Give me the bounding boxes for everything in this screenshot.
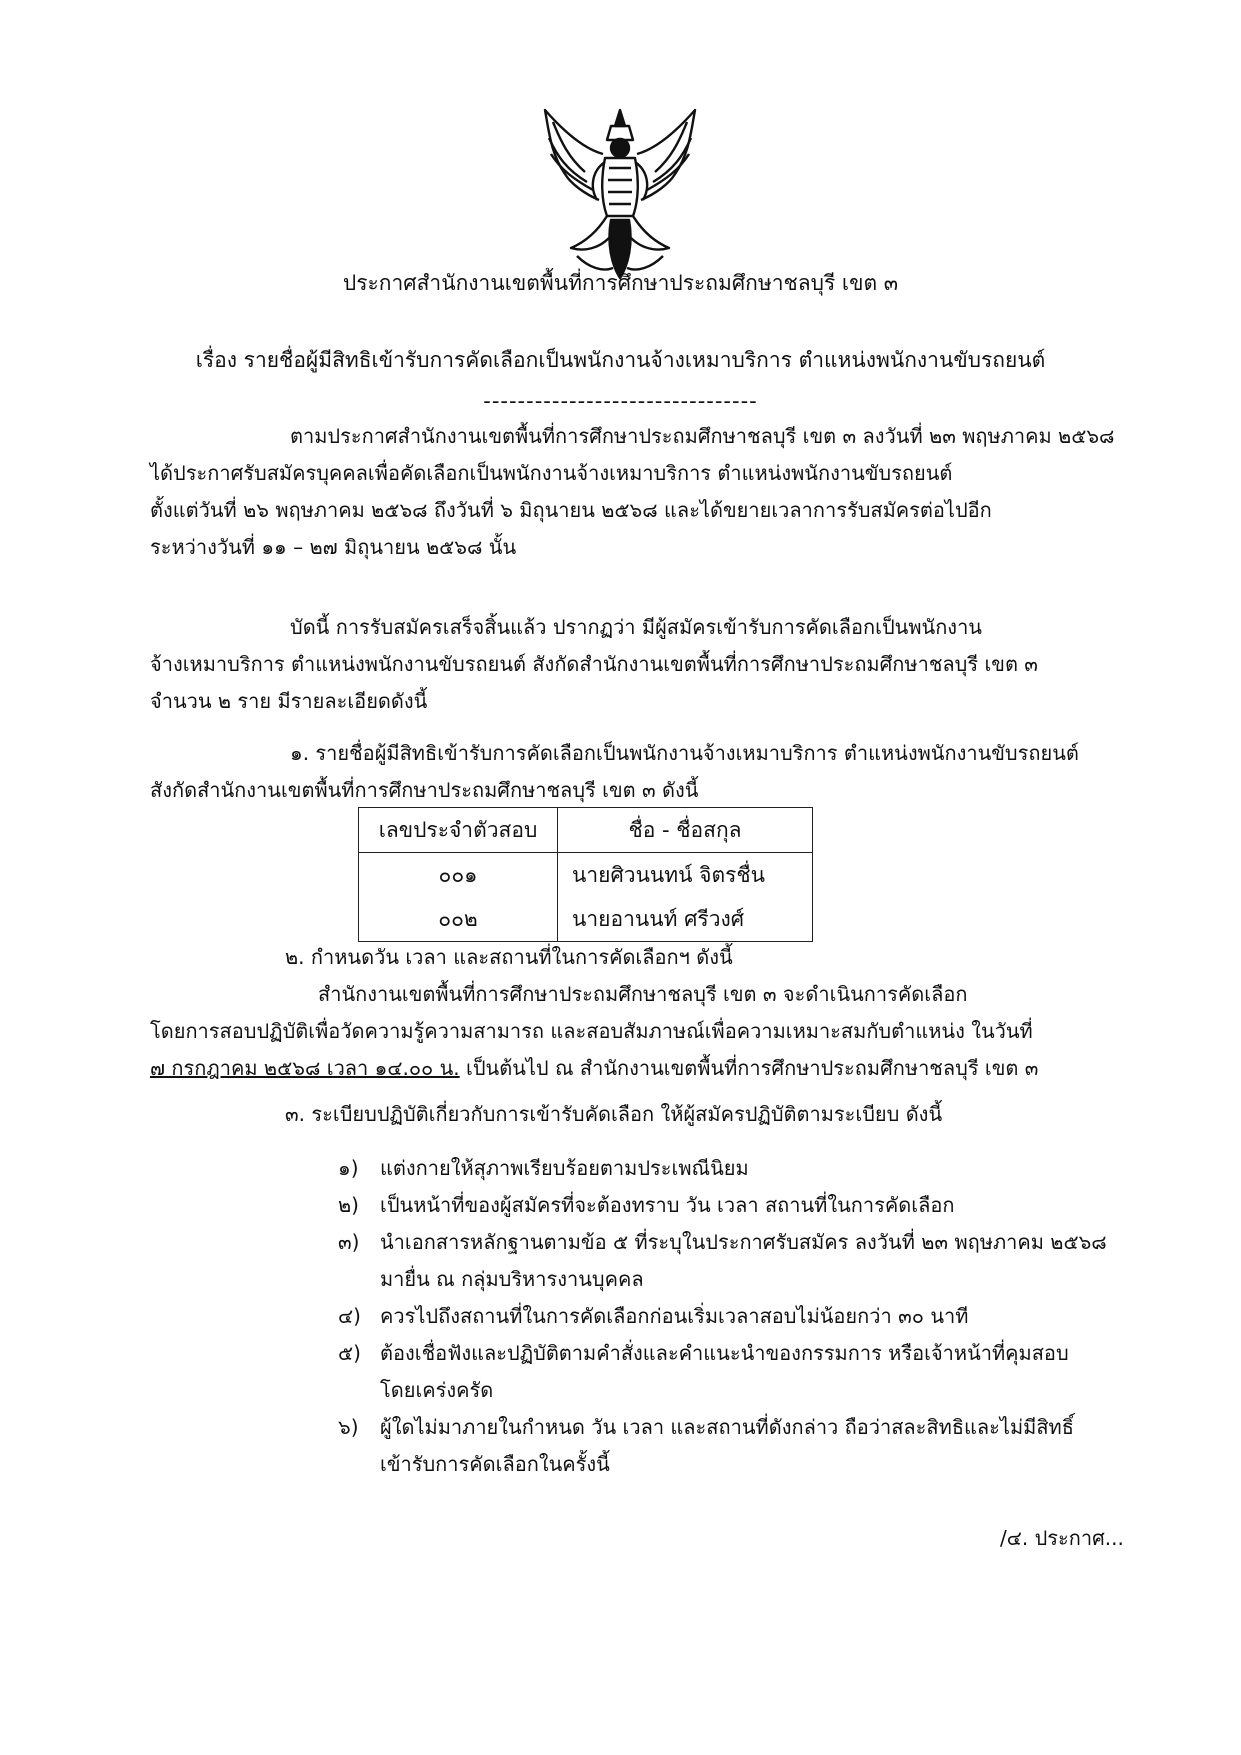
rules-list <box>338 1150 1107 1483</box>
list-item-number: ๕) <box>338 1341 361 1365</box>
column-header-name: ชื่อ - ชื่อสกุล <box>558 808 813 853</box>
intro-line: ตามประกาศสำนักงานเขตพื้นที่การศึกษาประถมศึกษาชลบุรี เขต ๓ ลงวันที่ ๒๓ พฤษภาคม ๒๕๖๘ <box>290 424 1115 448</box>
section-2-line: สำนักงานเขตพื้นที่การศึกษาประถมศึกษาชลบุรี เขต ๓ จะดำเนินการคัดเลือก <box>318 982 968 1006</box>
list-item <box>338 1409 1107 1483</box>
list-item-text: มายื่น ณ กลุ่มบริหารงานบุคคล <box>380 1267 644 1291</box>
list-item <box>338 1298 1107 1335</box>
intro-line: ได้ประกาศรับสมัครบุคคลเพื่อคัดเลือกเป็นพนักงานจ้างเหมาบริการ ตำแหน่งพนักงานขับรถยนต์ <box>150 461 953 485</box>
exam-id-cell: ๐๐๒ <box>359 897 558 942</box>
list-item-text: แต่งกายให้สุภาพเรียบร้อยตามประเพณีนิยม <box>380 1156 749 1180</box>
results-line: จ้างเหมาบริการ ตำแหน่งพนักงานขับรถยนต์ สังกัดสำนักงานเขตพื้นที่การศึกษาประถมศึกษาชลบุรี เขต ๓ <box>150 652 1038 676</box>
section-2-heading: ๒. กำหนดวัน เวลา และสถานที่ในการคัดเลือกฯ ดังนี้ <box>285 945 733 969</box>
list-item-number: ๔) <box>338 1304 361 1328</box>
list-item-number: ๑) <box>338 1156 359 1180</box>
page-continuation: /๔. ประกาศ... <box>1000 1526 1124 1550</box>
results-paragraph <box>150 609 1090 720</box>
list-item-text: นำเอกสารหลักฐานตามข้อ ๕ ที่ระบุในประกาศรับสมัคร ลงวันที่ ๒๓ พฤษภาคม ๒๕๖๘ <box>380 1230 1107 1254</box>
section-3-heading-block <box>150 1096 1090 1133</box>
list-item-number: ๓) <box>338 1230 360 1254</box>
candidate-name-cell: นายอานนท์ ศรีวงศ์ <box>558 897 813 942</box>
list-item-number: ๒) <box>338 1193 359 1217</box>
candidate-name-cell: นายศิวนนทน์ จิตรชื่น <box>558 853 813 898</box>
list-item-text: ต้องเชื่อฟังและปฏิบัติตามคำสั่งและคำแนะนำของกรรมการ หรือเจ้าหน้าที่คุมสอบ <box>380 1341 1069 1365</box>
table-row <box>359 853 813 898</box>
list-item <box>338 1335 1107 1409</box>
announcement-title: ประกาศสำนักงานเขตพื้นที่การศึกษาประถมศึกษาชลบุรี เขต ๓ <box>342 271 899 295</box>
list-item-text: เป็นหน้าที่ของผู้สมัครที่จะต้องทราบ วัน เวลา สถานที่ในการคัดเลือก <box>380 1193 955 1217</box>
results-line: บัดนี้ การรับสมัครเสร็จสิ้นแล้ว ปรากฏว่า มีผู้สมัครเข้ารับการคัดเลือกเป็นพนักงาน <box>290 615 982 639</box>
table-row <box>359 897 813 942</box>
section-2 <box>150 939 1090 1087</box>
section-1-heading: ๑. รายชื่อผู้มีสิทธิเข้ารับการคัดเลือกเป็นพนักงานจ้างเหมาบริการ ตำแหน่งพนักงานขับรถยนต์ <box>290 741 1079 765</box>
exam-date-time: ๗ กรกฎาคม ๒๕๖๘ เวลา ๑๔.๐๐ น. <box>150 1056 460 1080</box>
garuda-emblem-icon <box>541 108 699 280</box>
announcement-subject: เรื่อง รายชื่อผู้มีสิทธิเข้ารับการคัดเลือกเป็นพนักงานจ้างเหมาบริการ ตำแหน่งพนักงานขับรถยนต์ <box>195 348 1046 372</box>
intro-line: ระหว่างวันที่ ๑๑ – ๒๗ มิถุนายน ๒๕๖๘ นั้น <box>150 535 517 559</box>
section-1-line: สังกัดสำนักงานเขตพื้นที่การศึกษาประถมศึกษาชลบุรี เขต ๓ ดังนี้ <box>150 778 699 802</box>
section-2-line: โดยการสอบปฏิบัติเพื่อวัดความรู้ความสามารถ และสอบสัมภาษณ์เพื่อความเหมาะสมกับตำแหน่ง ในวันที่ <box>150 1019 1033 1043</box>
intro-line: ตั้งแต่วันที่ ๒๖ พฤษภาคม ๒๕๖๘ ถึงวันที่ ๖ มิถุนายน ๒๕๖๘ และได้ขยายเวลาการรับสมัครต่อไปอีก <box>150 498 992 522</box>
candidate-table <box>358 807 813 942</box>
separator-line: -------------------------------- <box>483 389 758 413</box>
column-header-exam-id: เลขประจำตัวสอบ <box>359 808 558 853</box>
intro-paragraph <box>150 418 1115 566</box>
table-header-row <box>359 808 813 853</box>
exam-id-cell: ๐๐๑ <box>359 853 558 898</box>
list-item-text: โดยเคร่งครัด <box>380 1378 494 1402</box>
list-item-text: เข้ารับการคัดเลือกในครั้งนี้ <box>380 1452 610 1476</box>
list-item <box>338 1187 1107 1224</box>
exam-location: เป็นต้นไป ณ สำนักงานเขตพื้นที่การศึกษาประถมศึกษาชลบุรี เขต ๓ <box>459 1056 1039 1080</box>
list-item <box>338 1150 1107 1187</box>
results-line: จำนวน ๒ ราย มีรายละเอียดดังนี้ <box>150 689 428 713</box>
list-item <box>338 1224 1107 1298</box>
section-1 <box>150 735 1090 809</box>
section-3-heading: ๓. ระเบียบปฏิบัติเกี่ยวกับการเข้ารับคัดเลือก ให้ผู้สมัครปฏิบัติตามระเบียบ ดังนี้ <box>285 1102 943 1126</box>
list-item-text: ผู้ใดไม่มาภายในกำหนด วัน เวลา และสถานที่ดังกล่าว ถือว่าสละสิทธิและไม่มีสิทธิ์ <box>380 1415 1074 1439</box>
section-2-line <box>150 1050 1090 1087</box>
list-item-number: ๖) <box>338 1415 359 1439</box>
list-item-text: ควรไปถึงสถานที่ในการคัดเลือกก่อนเริ่มเวลาสอบไม่น้อยกว่า ๓๐ นาที <box>380 1304 969 1328</box>
